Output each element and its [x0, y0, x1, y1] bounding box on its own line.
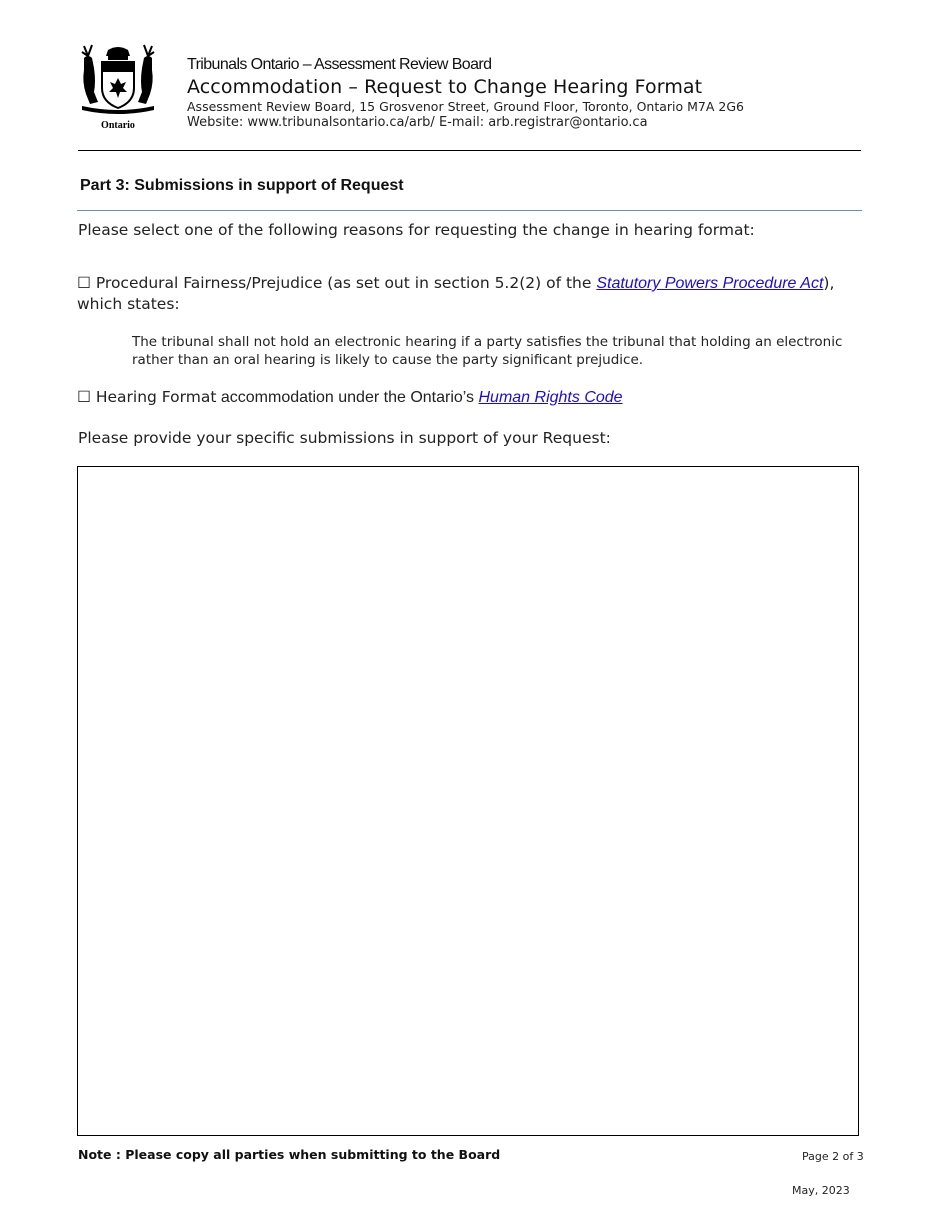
board-address: Assessment Review Board, 15 Grosvenor Street, Ground Floor, Toronto, Ontario M7A 2G6: [187, 99, 744, 114]
form-title: Accommodation – Request to Change Hearing Format: [187, 76, 703, 98]
organization-name: Tribunals Ontario – Assessment Review Board: [187, 56, 492, 73]
option-procedural-fairness: [77, 273, 867, 315]
procedural-fairness-checkbox[interactable]: ☐: [77, 274, 91, 292]
option-1-text-end: ), which states:: [77, 274, 835, 313]
part-title: Part 3: Submissions in support of Request: [80, 177, 404, 194]
footer-note: Note : Please copy all parties when submitting to the Board: [78, 1147, 501, 1162]
option-2-text-mid: accommodation under the Ontario’s: [216, 389, 479, 406]
submissions-text-area[interactable]: [77, 466, 859, 1136]
option-2-text: Hearing Format: [90, 388, 217, 406]
statutory-powers-procedure-act-link[interactable]: Statutory Powers Procedure Act: [596, 275, 824, 292]
option-1-text: Procedural Fairness/Prejudice (as set out in section 5.2(2) of the: [90, 274, 597, 292]
page-number: Page 2 of 3: [802, 1150, 864, 1163]
statute-quote: The tribunal shall not hold an electronic hearing if a party satisfies the tribunal that holding an electronic rather than an oral hearing is likely to cause the party significant prejudice.: [132, 334, 843, 368]
contact-info: Website: www.tribunalsontario.ca/arb/ E-mail: arb.registrar@ontario.ca: [187, 115, 648, 130]
part-divider: [77, 210, 862, 211]
human-rights-checkbox[interactable]: ☐: [77, 388, 91, 406]
ontario-coat-of-arms-logo: [78, 42, 158, 132]
option-human-rights: [77, 388, 623, 407]
select-reason-instruction: Please select one of the following reasons for requesting the change in hearing format:: [78, 221, 755, 239]
revision-date: May, 2023: [792, 1184, 850, 1197]
submissions-instruction: Please provide your specific submissions in support of your Request:: [78, 429, 611, 447]
human-rights-code-link[interactable]: Human Rights Code: [478, 389, 623, 406]
header-divider: [78, 150, 861, 151]
logo-ontario-wordmark: Ontario: [101, 120, 135, 131]
